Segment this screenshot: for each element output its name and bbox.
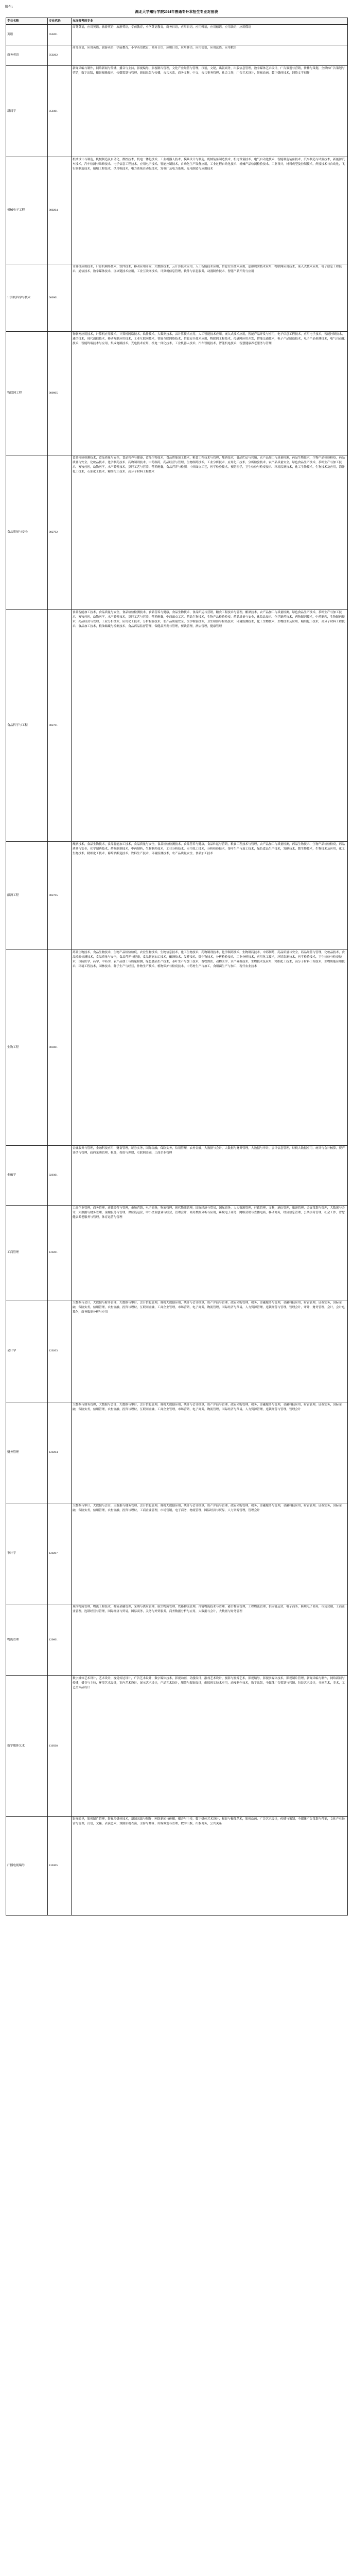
allowed-majors-cell: 新闻采编与制作，网络新闻与传播，播音与主持，影视编导，影视制片管理，文化产业经营与管理，汉语，文秘，出版商务，出版信息管理，数字媒体艺术设计，广告策划与营销，传播与策划，全媒体广告策划与营销，数字出版，摄影摄像技术，传媒策划与管理，新闻出版与传播，公共关系，商务文秘，中文，公共事务管理，社会工作，广告艺术设计，影视动画，数字媒体技术，网络文学创作 bbox=[72, 66, 348, 157]
table-row bbox=[6, 66, 348, 157]
major-code-cell: 050262 bbox=[48, 45, 72, 66]
allowed-majors-cell: 大数据与审计，大数据与会计，大数据与财务管理，会计信息管理，财税大数据应用，统计与会计核算，资产评估与管理，政府采购管理，税务，金融服务与管理，金融科技应用，财富管理，证券实务，国际金融，保险实务，信用管理，农村金融，投资与理财，工商企业管理，市场营销，电子商务，物流管理，国际经济与贸易，人力资源管理，管理会计 bbox=[72, 1503, 348, 1604]
table-row bbox=[6, 1206, 348, 1300]
major-code-cell: 080905 bbox=[48, 332, 72, 455]
allowed-majors-cell: 影视编导，影视制片管理，影视多媒体技术，新闻采编与制作，网络新闻与传播，播音与主持，数字媒体艺术设计，摄影与摄像艺术，影视动画，广告艺术设计，传播与策划，全媒体广告策划与营销，文化产业经营与管理，汉语，文秘，表演艺术，戏剧影视表演，主持与播音，传媒策划与管理，数字出版，出版商务，公共关系 bbox=[72, 1817, 348, 1916]
major-table bbox=[6, 18, 348, 1916]
major-name-cell: 商务英语 bbox=[6, 45, 48, 66]
allowed-majors-cell: 现代物流管理，物流工程技术，物流金融管理，采购与供应管理，航空物流管理，铁路物流管理，冷链物流技术与管理，港口物流管理，工程物流管理，供应链运营，电子商务，跨境电子商务，市场营销，工商企业管理，连锁经营与管理，国际经济与贸易，国际商务，关务与外贸服务，商务数据分析与应用，大数据与会计，大数据与财务管理 bbox=[72, 1604, 348, 1676]
allowed-majors-cell: 金融服务与管理，金融科技应用，财富管理，证券实务，国际金融，保险实务，信用管理，农村金融，大数据与会计，大数据与财务管理，大数据与审计，会计信息管理，财税大数据应用，统计与会计核算，资产评估与管理，政府采购管理，税务，投资与理财，互联网金融，工商企业管理 bbox=[72, 1146, 348, 1206]
table-row bbox=[6, 842, 348, 950]
allowed-majors-cell: 物联网应用技术，计算机应用技术，计算机网络技术，软件技术，大数据技术，云计算技术应用，人工智能技术应用，嵌入式技术应用，智能产品开发与应用，电子信息工程技术，应用电子技术，智能控制技术，通信技术，现代通信技术，移动互联应用技术，工业互联网技术，智能互联网络技术，信息安全技术应用，物联网工程技术，传感网应用开发，智能交通技术，电子产品制造技术，电子产品检测技术，电气自动化技术，智能终端技术与应用，集成电路技术，光电技术应用，机电一体化技术，工业机器人技术，汽车智能技术，智能机电技术，智慧健康养老服务与管理 bbox=[72, 332, 348, 455]
allowed-majors-cell: 食品智能加工技术，食品质量与安全，食品检验检测技术，食品营养与健康，食品生物技术，食品贮运与营销，粮食工程技术与管理，酿酒技术，农产品加工与质量检测，绿色食品生产技术，茶叶生产与加工技术，畜牧兽医，动物医学，水产养殖技术，烹饪工艺与营养，营养配餐，中西面点工艺，药品生物技术，生物产品检验检疫，药品质量与安全，化妆品技术，化学制药技术，药物制剂技术，中药制药，生物制药技术，药品经营与管理，工业分析技术，应用化工技术，分析检验技术，农产品质量安全，医学检验技术，卫生检验与检疫技术，环境监测技术，化工生物技术，生物技术及应用，精细化工技术，高分子材料工程技术，食品加工技术，粮油储藏与检测技术，食品药品监督管理，保健品开发与管理，餐饮管理，酒店管理，健康管理 bbox=[72, 610, 348, 842]
table-row bbox=[6, 1402, 348, 1503]
table-row bbox=[6, 1146, 348, 1206]
allowed-majors-cell: 商务英语，应用英语，旅游英语，旅游英语，学前教育，小学英语教育，商务日语，应用日语，应用韩语，应用德语，应用法语，应用俄语 bbox=[72, 25, 348, 45]
major-name-cell: 食品质量与安全 bbox=[6, 455, 48, 610]
major-code-cell: 050201 bbox=[48, 25, 72, 45]
allowed-majors-cell: 食品检验检测技术，食品质量与安全，食品营养与健康，食品生物技术，食品智能加工技术，粮食工程技术与管理，酿酒技术，食品贮运与营销，农产品加工与质量检测，药品生物技术，生物产品检验检疫，药品质量与安全，化妆品技术，化学制药技术，药物制剂技术，中药制药，药品经营与管理，生物制药技术，工业分析技术，应用化工技术，分析检验技术，农产品质量安全，绿色食品生产技术，茶叶生产与加工技术，畜牧兽医，动物医学，水产养殖技术，烹饪工艺与营养，营养配餐，食品营养与检测，中西面点工艺，医学检验技术，预防医学，卫生检验与检疫技术，环境监测技术，化工生物技术，生物技术及应用，海洋化工技术，石油化工技术，精细化工技术，高分子材料工程技术 bbox=[72, 455, 348, 610]
major-code-cell: 120601 bbox=[48, 1604, 72, 1676]
header-allowed-majors: 允许报考的专业 bbox=[72, 18, 348, 25]
allowed-majors-cell: 工商企业管理，商务管理，连锁经营与管理，市场营销，电子商务，物流管理，现代物流管理，国际经济与贸易，国际商务，人力资源管理，行政管理，文秘，酒店管理，旅游管理，会展策划与管理，大数据与会计，大数据与财务管理，金融服务与管理，供应链运营，中小企业创业与经营，管理会计，商务数据分析与应用，跨境电子商务，网络营销与直播电商，移动商务，经济信息管理，公共事务管理，社会工作，智慧健康养老服务与管理，体育运营与管理 bbox=[72, 1206, 348, 1300]
allowed-majors-cell: 机械设计与制造，机械制造及自动化，数控技术，机电一体化技术，工业机器人技术，模具设计与制造，机械装备制造技术，机电设备技术，电气自动化技术，智能制造装备技术，汽车制造与试验技术，新能源汽车技术，汽车检测与维修技术，电子信息工程技术，应用电子技术，智能控制技术，自动化生产设备应用，工业过程自动化技术，机械产品检测检验技术，工业设计，材料成型及控制技术，焊接技术与自动化，飞行器制造技术，船舶工程技术，供用电技术，电力系统自动化技术，发电厂及电力系统，光电制造与应用技术 bbox=[72, 157, 348, 264]
header-major-name: 专业名称 bbox=[6, 18, 48, 25]
major-name-cell: 酿酒工程 bbox=[6, 842, 48, 950]
allowed-majors-cell: 计算机应用技术，计算机网络技术，软件技术，移动应用开发，大数据技术，云计算技术应用，人工智能技术应用，信息安全技术应用，虚拟现实技术应用，物联网应用技术，嵌入式技术应用，电子信息工程技术，通信技术，数字媒体技术，区块链技术应用，工业互联网技术，计算机信息管理，软件与信息服务，动漫制作技术，智能产品开发与应用 bbox=[72, 264, 348, 332]
major-code-cell: 130508 bbox=[48, 1676, 72, 1817]
table-row bbox=[6, 264, 348, 332]
table-row bbox=[6, 332, 348, 455]
major-name-cell: 英语 bbox=[6, 25, 48, 45]
table-row bbox=[6, 455, 348, 610]
major-code-cell: 020301 bbox=[48, 1146, 72, 1206]
major-name-cell: 机械电子工程 bbox=[6, 157, 48, 264]
allowed-majors-cell: 大数据与财务管理，大数据与会计，大数据与审计，会计信息管理，财税大数据应用，统计与会计核算，资产评估与管理，政府采购管理，税务，金融服务与管理，金融科技应用，财富管理，证券实务，国际金融，保险实务，信用管理，农村金融，投资与理财，互联网金融，工商企业管理，市场营销，电子商务，物流管理，国际经济与贸易，人力资源管理，连锁经营与管理，管理会计 bbox=[72, 1402, 348, 1503]
major-code-cell: 130305 bbox=[48, 1817, 72, 1916]
table-header-row bbox=[6, 18, 348, 25]
table-row bbox=[6, 1503, 348, 1604]
major-name-cell: 物联网工程 bbox=[6, 332, 48, 455]
major-name-cell: 工商管理 bbox=[6, 1206, 48, 1300]
page-title: 湖北大学知行学院2024年普通专升本招生专业对照表 bbox=[135, 10, 218, 14]
major-code-cell: 083001 bbox=[48, 950, 72, 1146]
major-name-cell: 财务管理 bbox=[6, 1402, 48, 1503]
table-row bbox=[6, 25, 348, 45]
major-code-cell: 120207 bbox=[48, 1503, 72, 1604]
major-code-cell: 050301 bbox=[48, 66, 72, 157]
allowed-majors-cell: 大数据与会计，大数据与财务管理，大数据与审计，会计信息管理，财税大数据应用，统计与会计核算，资产评估与管理，政府采购管理，税务，金融服务与管理，金融科技应用，财富管理，证券实务，国际金融，保险实务，信用管理，农村金融，投资与理财，互联网金融，工商企业管理，市场营销，电子商务，物流管理，国际经济与贸易，人力资源管理，连锁经营与管理，管理会计，审计，财务管理，会计，会计电算化，商务数据分析与应用 bbox=[72, 1300, 348, 1402]
table-row bbox=[6, 1817, 348, 1916]
allowed-majors-cell: 数字媒体艺术设计，艺术设计，视觉传达设计，广告艺术设计，数字媒体技术，影视动画，动漫设计，游戏艺术设计，摄影与摄像艺术，影视编导，影视多媒体技术，影视制片管理，新闻采编与制作，网络新闻与传播，播音与主持，环境艺术设计，室内艺术设计，展示艺术设计，产品艺术设计，服装与服饰设计，虚拟现实技术应用，动漫制作技术，数字出版，全媒体广告策划与营销，包装艺术设计，书画艺术，美术，工艺美术品设计 bbox=[72, 1676, 348, 1817]
major-code-cell: 080901 bbox=[48, 264, 72, 332]
table-row bbox=[6, 610, 348, 842]
major-code-cell: 082701 bbox=[48, 610, 72, 842]
major-code-cell: 120204 bbox=[48, 1402, 72, 1503]
major-name-cell: 审计学 bbox=[6, 1503, 48, 1604]
allowed-majors-cell: 药品生物技术，食品生物技术，生物产品检验检疫，农业生物技术，生物信息技术，化工生物技术，药物制剂技术，化学制药技术，生物制药技术，中药制药，药品质量与安全，药品经营与管理，化妆品技术，食品检验检测技术，食品质量与安全，食品营养与健康，食品智能加工技术，酿酒技术，发酵技术，微生物技术，分析检验技术，工业分析技术，应用化工技术，环境监测技术，医学检验技术，卫生检验与检疫技术，预防医学，药学，中药学，农产品加工与质量检测，绿色食品生产技术，茶叶生产与加工技术，畜牧兽医，动物医学，水产养殖技术，生物技术及应用，精细化工技术，高分子材料工程技术，生物质能应用技术，环境工程技术，园林技术，种子生产与经营，作物生产技术，植物保护与检疫技术，中药材生产与加工，食用菌生产与加工，现代农业技术 bbox=[72, 950, 348, 1146]
major-name-cell: 生物工程 bbox=[6, 950, 48, 1146]
allowed-majors-cell: 商务英语，应用英语，旅游英语，学前教育，小学英语教育，商务日语，应用日语，应用韩语，应用德语，应用法语，应用俄语 bbox=[72, 45, 348, 66]
header-major-code: 专业代码 bbox=[48, 18, 72, 25]
major-code-cell: 120203 bbox=[48, 1300, 72, 1402]
table-row bbox=[6, 1300, 348, 1402]
table-row bbox=[6, 1676, 348, 1817]
table-row bbox=[6, 1604, 348, 1676]
major-name-cell: 广播电视编导 bbox=[6, 1817, 48, 1916]
major-name-cell: 计算机科学与技术 bbox=[6, 264, 48, 332]
table-row bbox=[6, 45, 348, 66]
table-row bbox=[6, 950, 348, 1146]
major-code-cell: 080204 bbox=[48, 157, 72, 264]
major-name-cell: 会计学 bbox=[6, 1300, 48, 1402]
major-code-cell: 082702 bbox=[48, 455, 72, 610]
major-code-cell: 082705 bbox=[48, 842, 72, 950]
table-body bbox=[6, 25, 348, 1916]
major-name-cell: 数字媒体艺术 bbox=[6, 1676, 48, 1817]
major-name-cell: 物流管理 bbox=[6, 1604, 48, 1676]
major-name-cell: 新闻学 bbox=[6, 66, 48, 157]
major-name-cell: 金融学 bbox=[6, 1146, 48, 1206]
major-name-cell: 食品科学与工程 bbox=[6, 610, 48, 842]
major-code-cell: 120201 bbox=[48, 1206, 72, 1300]
table-row bbox=[6, 157, 348, 264]
attachment-label: 附件1 bbox=[5, 6, 13, 9]
allowed-majors-cell: 酿酒技术，食品生物技术，食品智能加工技术，食品质量与安全，食品检验检测技术，食品营养与健康，食品贮运与营销，粮食工程技术与管理，农产品加工与质量检测，药品生物技术，生物产品检验检疫，药品质量与安全，化学制药技术，药物制剂技术，中药制药，生物制药技术，工业分析技术，应用化工技术，分析检验技术，茶叶生产与加工技术，绿色食品生产技术，发酵技术，微生物技术，生物技术及应用，化工生物技术，精细化工技术，葡萄酒酿造技术，饮料生产技术，环境监测技术，农产品质量安全，食品加工技术 bbox=[72, 842, 348, 950]
